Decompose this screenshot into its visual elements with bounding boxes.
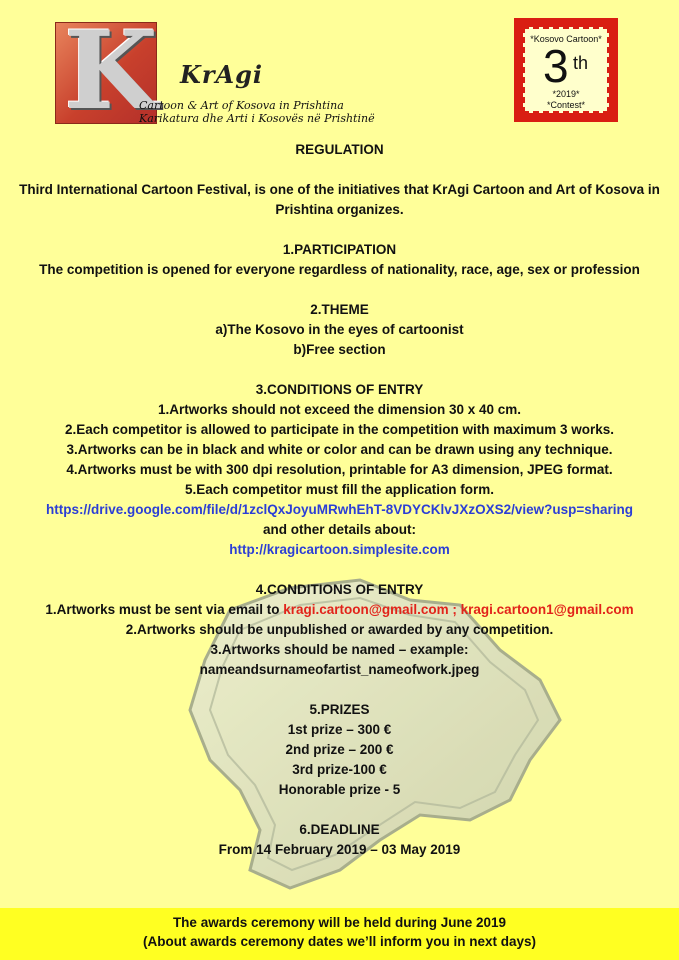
- footer-line-2: (About awards ceremony dates we’ll inform you in next days): [142, 934, 537, 949]
- stamp-contest: *Contest*: [546, 100, 586, 110]
- deadline-text: From 14 February 2019 – 03 May 2019: [218, 842, 461, 857]
- theme-b: b)Free section: [293, 342, 386, 357]
- logo-brand: KrAgi: [180, 60, 264, 89]
- email-addresses[interactable]: kragi.cartoon@gmail.com ; kragi.cartoon1@gmail.com: [283, 602, 634, 617]
- kragi-logo: [55, 8, 375, 134]
- footer-line-1: The awards ceremony will be held during June 2019: [172, 915, 507, 930]
- prize-honorable: Honorable prize - 5: [278, 782, 401, 797]
- theme-a: a)The Kosovo in the eyes of cartoonist: [215, 322, 464, 337]
- conditions1-item-5: 5.Each competitor must fill the application form.: [184, 482, 495, 497]
- conditions1-item-4: 4.Artworks must be with 300 dpi resolution, printable for A3 dimension, JPEG format.: [66, 462, 613, 477]
- prizes-heading: 5.PRIZES: [309, 702, 370, 717]
- page-title: REGULATION: [295, 142, 384, 157]
- participation-text: The competition is opened for everyone regardless of nationality, race, age, sex or profession: [39, 262, 640, 277]
- stamp-year: *2019*: [552, 89, 580, 99]
- conditions2-item-1: 1.Artworks must be sent via email to: [45, 602, 284, 617]
- deadline-heading: 6.DEADLINE: [299, 822, 380, 837]
- contest-stamp: [514, 18, 618, 122]
- logo-tagline-sq: Karikatura dhe Arti i Kosovës në Prishtinë: [139, 112, 375, 125]
- filename-example: nameandsurnameofartist_nameofwork.jpeg: [199, 662, 480, 677]
- logo-letter: K: [64, 8, 158, 134]
- stamp-suffix: th: [573, 53, 589, 73]
- conditions1-heading: 3.CONDITIONS OF ENTRY: [255, 382, 424, 397]
- theme-heading: 2.THEME: [310, 302, 369, 317]
- prize-second: 2nd prize – 200 €: [285, 742, 394, 757]
- conditions2-item-3: 3.Artworks should be named – example:: [210, 642, 469, 657]
- stamp-top-text: *Kosovo Cartoon*: [530, 34, 602, 44]
- other-details-text: and other details about:: [262, 522, 416, 537]
- application-form-link[interactable]: https://drive.google.com/file/d/1zclQxJoyuMRwhEhT-8VDYCKlvJXzOXS2/view?usp=sharing: [46, 502, 633, 517]
- intro-line-1: Third International Cartoon Festival, is one of the initiatives that KrAgi Cartoon and Art of Kosova in: [19, 182, 660, 197]
- intro-line-2: Prishtina organizes.: [275, 202, 404, 217]
- conditions1-item-1: 1.Artworks should not exceed the dimension 30 x 40 cm.: [157, 402, 522, 417]
- conditions1-item-2: 2.Each competitor is allowed to participate in the competition with maximum 3 works.: [64, 422, 615, 437]
- conditions1-item-3: 3.Artworks can be in black and white or color and can be drawn using any technique.: [66, 442, 613, 457]
- footer-banner: [0, 908, 679, 960]
- conditions2-heading: 4.CONDITIONS OF ENTRY: [255, 582, 424, 597]
- conditions2-item-2: 2.Artworks should be unpublished or awarded by any competition.: [125, 622, 554, 637]
- stamp-number: 3: [543, 40, 569, 92]
- prize-first: 1st prize – 300 €: [287, 722, 392, 737]
- regulation-content: [0, 140, 679, 860]
- website-link[interactable]: http://kragicartoon.simplesite.com: [229, 542, 450, 557]
- logo-tagline-en: Cartoon & Art of Kosova in Prishtina: [139, 99, 344, 112]
- participation-heading: 1.PARTICIPATION: [282, 242, 397, 257]
- prize-third: 3rd prize-100 €: [292, 762, 387, 777]
